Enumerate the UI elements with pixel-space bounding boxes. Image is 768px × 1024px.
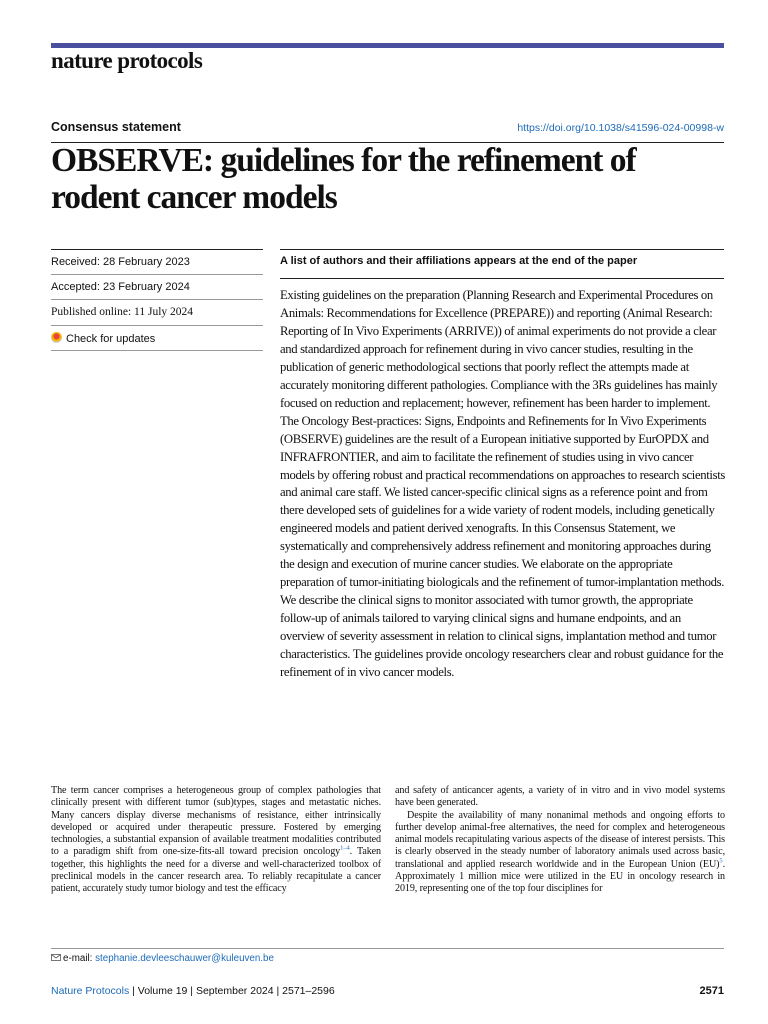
body-text: . Taken together, this highlights the need for a diverse and well-characterized toolbox of preclinical models in the cancer research area. To reliably recapitulate a cancer patient, accurately study tumor biology and test the efficacy	[51, 846, 381, 895]
footer-details: | Volume 19 | September 2024 | 2571–2596	[129, 985, 335, 997]
abstract-divider	[280, 249, 724, 250]
article-type: Consensus statement	[51, 120, 181, 134]
check-updates-label: Check for updates	[66, 333, 156, 345]
sidebar-divider	[51, 325, 263, 326]
abstract: Existing guidelines on the preparation (Planning Research and Experimental Procedures on Animals: Recommendations for Excellence (PREPARE)) and reporting (Animal Research: Reporting of In Vivo Experiments (ARRIVE)) of animal experiments do not provide a clear and standardized approach for refinement during in vivo cancer studies, resulting in the publication of generic methodological sections that poorly reflect the attempts made at accurately monitoring different pathologies. Compliance with the 3Rs guidelines has mainly focused on reduction and replacement; however, refinement has been harder to implement. The Oncology Best-practices: Signs, Endpoints and Refinements for In Vivo Experiments (OBSERVE) guidelines are the result of a European initiative supported by EurOPDX and INFRAFRONTIER, and aim to facilitate the refinement of studies using in vivo cancer models by offering robust and practical recommendations on approaches to research scientists and animal care staff. We listed cancer-specific clinical signs as a reference point and from there developed sets of guidelines for a wide variety of rodent models, including genetically engineered models and patient derived xenografts. In this Consensus Statement, we systematically and comprehensively address refinement and monitoring approaches during the design and execution of murine cancer studies. We elaborate on the appropriate preparation of tumor-initiating biologicals and the refinement of tumor-implantation methods. We describe the clinical signs to monitor associated with tumor growth, the appropriate follow-up of animals tailored to varying clinical signs and humane endpoints, and an overview of severity assessment in relation to clinical signs, implantation method and tumor characteristics. The guidelines provide oncology researchers clear and robust guidance for the refinement of in vivo cancer models.	[280, 288, 725, 680]
envelope-icon	[51, 954, 61, 961]
sidebar-divider	[51, 350, 263, 351]
page-footer	[51, 985, 335, 997]
doi-link[interactable]: https://doi.org/10.1038/s41596-024-00998-w	[517, 122, 724, 134]
footnote-divider	[51, 948, 724, 949]
body-paragraph: and safety of anticancer agents, a variety of in vitro and in vivo model systems have been generated.	[395, 785, 725, 809]
accepted-date: Accepted: 23 February 2024	[51, 281, 190, 293]
body-text: . Approximately 1 million mice were utilized in the EU in oncology research in 2019, representing one of the top four disciplines for	[395, 858, 725, 895]
received-date: Received: 28 February 2023	[51, 256, 190, 268]
body-column-1	[51, 785, 381, 896]
sidebar-divider	[51, 249, 263, 250]
article-title: OBSERVE: guidelines for the refinement of rodent cancer models	[51, 142, 636, 216]
citation-link[interactable]: 5	[719, 857, 723, 865]
sidebar-divider	[51, 274, 263, 275]
page-number: 2571	[699, 985, 724, 997]
abstract-divider	[280, 278, 724, 279]
body-column-2	[395, 785, 725, 896]
check-updates-button[interactable]	[51, 332, 155, 345]
journal-name: nature protocols	[51, 48, 203, 73]
sidebar-divider	[51, 299, 263, 300]
footer-journal-link[interactable]: Nature Protocols	[51, 985, 130, 997]
check-updates-icon	[51, 332, 62, 343]
body-text: The term cancer comprises a heterogeneous group of complex pathologies that clinically present with different tumor (sub)types, stages and metastatic niches. Many cancers display diverse mechanisms of resistance, either intrinsically developed or acquired under therapeutic pressure. Fostered by emerging technologies, a substantial expansion of available treatment modalities contributed to a paradigm shift from one-size-fits-all toward precision oncology	[51, 785, 381, 858]
published-date: Published online: 11 July 2024	[51, 306, 194, 318]
citation-link[interactable]: 1–4	[340, 845, 350, 853]
body-text: Despite the availability of many nonanimal methods and ongoing efforts to further develop animal-free alternatives, the need for complex and heterogeneous animal models recapitulating various aspects of the disease of interest persists. This is clearly observed in the steady number of laboratory animals used across basic, translational and applied research worldwide and in the European Union (EU)	[395, 809, 725, 870]
email-label: e-mail:	[63, 953, 93, 964]
correspondence-email	[51, 953, 274, 964]
authors-note: A list of authors and their affiliations appears at the end of the paper	[280, 255, 638, 267]
email-link[interactable]: stephanie.devleeschauwer@kuleuven.be	[95, 953, 274, 964]
